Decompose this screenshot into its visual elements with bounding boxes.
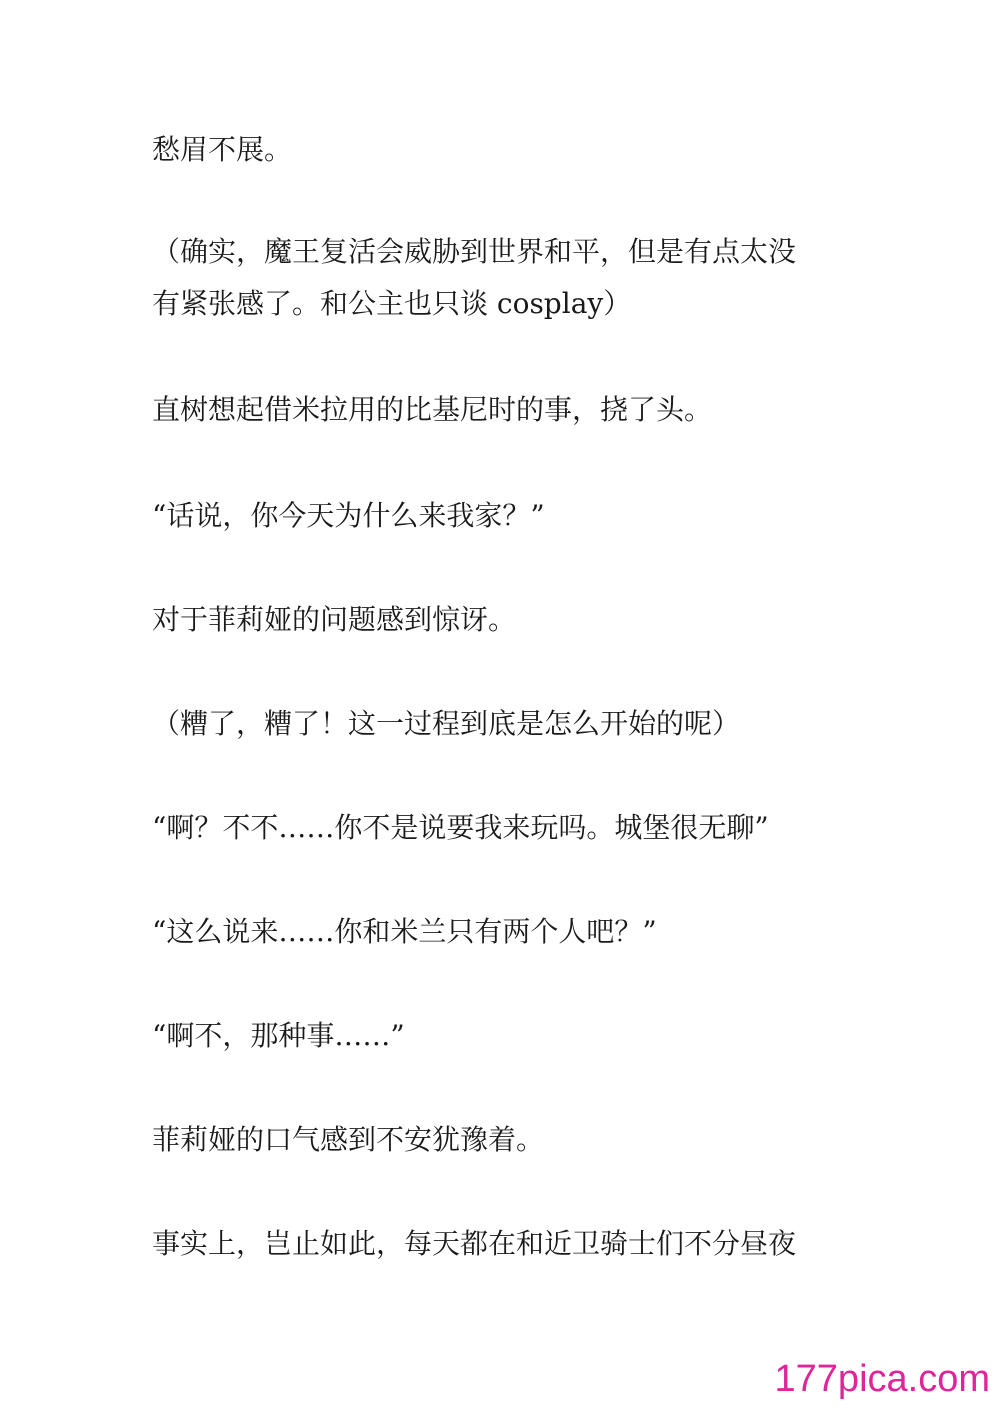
paragraph-9: “啊不，那种事……” [152,1019,405,1052]
paragraph-10: 菲莉娅的口气感到不安犹豫着。 [152,1123,545,1156]
paragraph-2-line-2: 有紧张感了。和公主也只谈 cosplay） [152,287,632,320]
paragraph-5: 对于菲莉娅的问题感到惊讶。 [152,603,517,636]
paragraph-8: “这么说来……你和米兰只有两个人吧？” [152,915,657,948]
paragraph-4: “话说，你今天为什么来我家？” [152,499,545,532]
paragraph-11: 事实上，岂止如此，每天都在和近卫骑士们不分昼夜 [152,1227,797,1260]
watermark-text: 177pica.com [774,1358,990,1400]
paragraph-3: 直树想起借米拉用的比基尼时的事，挠了头。 [152,393,713,426]
paragraph-6: （糟了，糟了！这一过程到底是怎么开始的呢） [152,707,741,740]
paragraph-2-line-1: （确实，魔王复活会威胁到世界和平，但是有点太没 [152,235,797,268]
paragraph-7: “啊？不不……你不是说要我来玩吗。城堡很无聊” [152,811,769,844]
paragraph-1: 愁眉不展。 [152,133,293,166]
